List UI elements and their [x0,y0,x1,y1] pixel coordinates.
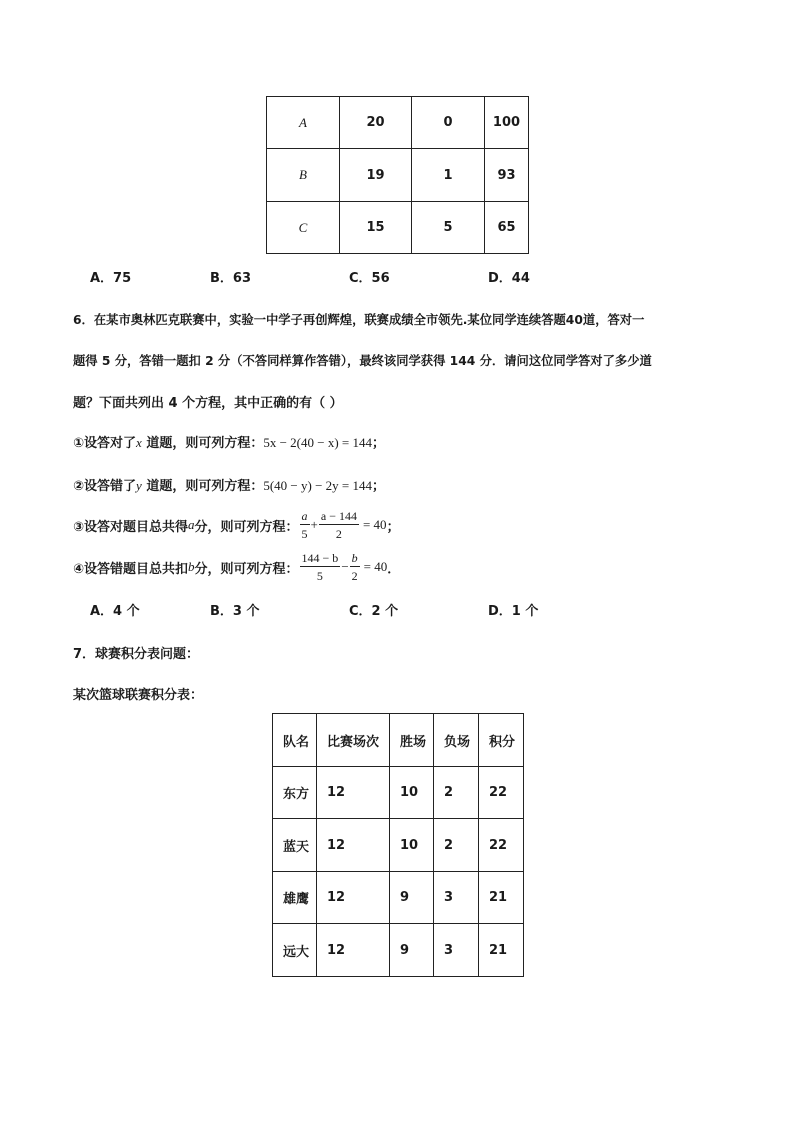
table-header-row [273,714,524,767]
q5-choices [0,267,794,287]
variable-x: x [136,435,142,450]
variable-b: b [188,559,195,574]
option-1 [73,432,385,451]
table-cell: C [267,202,340,254]
question-6-line-1: 6．在某市奥林匹克联赛中，实验一中学子再创辉煌，联赛成绩全市领先.某位同学连续答题40道，答对一 [73,313,645,327]
q6-choices [0,600,794,620]
option-2-middle: 道题，则可列方程： [141,479,264,494]
table-row [273,767,524,819]
equation-2: 5(40 − y) − 2y = 144 [263,478,372,493]
fraction-a-over-5: $\frac{a}{5}$ [301,509,308,541]
table-cell: 9 [390,872,434,924]
choice-b[interactable]: B．63 [210,271,251,286]
question-7-subtitle: 某次篮球联赛积分表： [73,688,204,703]
option-4: ④设答错题目总共扣 b 分，则可列方程： $\frac{144 - b}{5}$ − $\frac{b}{2}$ = 40 ． [73,551,401,583]
fraction-b-over-2: $\frac{b}{2}$ [351,551,358,583]
table-cell: 15 [340,202,412,254]
table-cell: 10 [390,819,434,872]
variable-y: y [136,478,142,493]
table-cell: 10 [390,767,434,819]
basketball-standings-table [272,713,524,977]
table-cell: 3 [434,872,479,924]
table-cell: 2 [434,819,479,872]
question-6-line-2: 题得 5 分，答错一题扣 2 分（不答同样算作答错），最终该同学获得 144 分．请问这位同学答对了多少道 [73,354,652,368]
table-cell: 12 [317,872,390,924]
choice-c[interactable]: C．56 [349,271,390,286]
option-2-prefix: ②设答错了 [73,479,137,494]
choice-d[interactable]: D．44 [488,271,530,286]
table-cell: 东方 [273,767,317,819]
header-cell: 负场 [434,714,479,767]
table-cell: 1 [412,149,485,202]
table-row [273,872,524,924]
option-2-end: ； [371,479,385,494]
option-4-prefix: ④设答错题目总共扣 [73,561,189,577]
table-cell: 21 [479,872,524,924]
table-cell: 93 [485,149,529,202]
option-1-end: ； [371,436,385,451]
table-row [267,149,529,202]
table-cell: 12 [317,819,390,872]
table-cell: 蓝天 [273,819,317,872]
table-row [273,924,524,977]
option-1-prefix: ①设答对了 [73,436,137,451]
fraction-144-minus-b-over-5: $\frac{144 - b}{5}$ [301,551,339,583]
table-cell: 100 [485,97,529,149]
variable-a: a [188,517,195,532]
table-cell: A [267,97,340,149]
table-cell: 2 [434,767,479,819]
table-row [267,97,529,149]
table-cell: 3 [434,924,479,977]
option-4-middle: 分，则可列方程： [194,561,299,577]
table-cell: 0 [412,97,485,149]
team-score-table-1 [266,96,529,254]
table-cell: 22 [479,767,524,819]
question-7-title: 7．球赛积分表问题： [73,647,200,662]
choice-a[interactable]: A．4 个 [90,604,140,619]
option-2 [73,475,385,494]
option-3-prefix: ③设答对题目总共得 [73,519,189,535]
table-row [267,202,529,254]
choice-b[interactable]: B．3 个 [210,604,260,619]
table-cell: 9 [390,924,434,977]
option-3: ③设答对题目总共得 a 分，则可列方程： $\frac{a}{5}$ + $\frac{a - 144}{2}$ = 40 ； [73,509,400,541]
table-cell: 20 [340,97,412,149]
choice-c[interactable]: C．2 个 [349,604,399,619]
header-cell: 比赛场次 [317,714,390,767]
table-cell: 12 [317,924,390,977]
table-cell: B [267,149,340,202]
fraction-a-minus-144-over-2: $\frac{a - 144}{2}$ [320,509,357,541]
table-cell: 21 [479,924,524,977]
header-cell: 胜场 [390,714,434,767]
table-cell: 22 [479,819,524,872]
table-cell: 雄鹰 [273,872,317,924]
header-cell: 队名 [273,714,317,767]
table-cell: 65 [485,202,529,254]
table-row [273,819,524,872]
option-1-middle: 道题，则可列方程： [141,436,264,451]
table-cell: 远大 [273,924,317,977]
choice-a[interactable]: A．75 [90,271,132,286]
option-3-middle: 分，则可列方程： [194,519,299,535]
choice-d[interactable]: D．1 个 [488,604,539,619]
equation-1: 5x − 2(40 − x) = 144 [263,435,372,450]
table-cell: 5 [412,202,485,254]
header-cell: 积分 [479,714,524,767]
table-cell: 12 [317,767,390,819]
question-6-line-3: 题？下面共列出 4 个方程，其中正确的有（ ） [73,396,343,411]
table-cell: 19 [340,149,412,202]
